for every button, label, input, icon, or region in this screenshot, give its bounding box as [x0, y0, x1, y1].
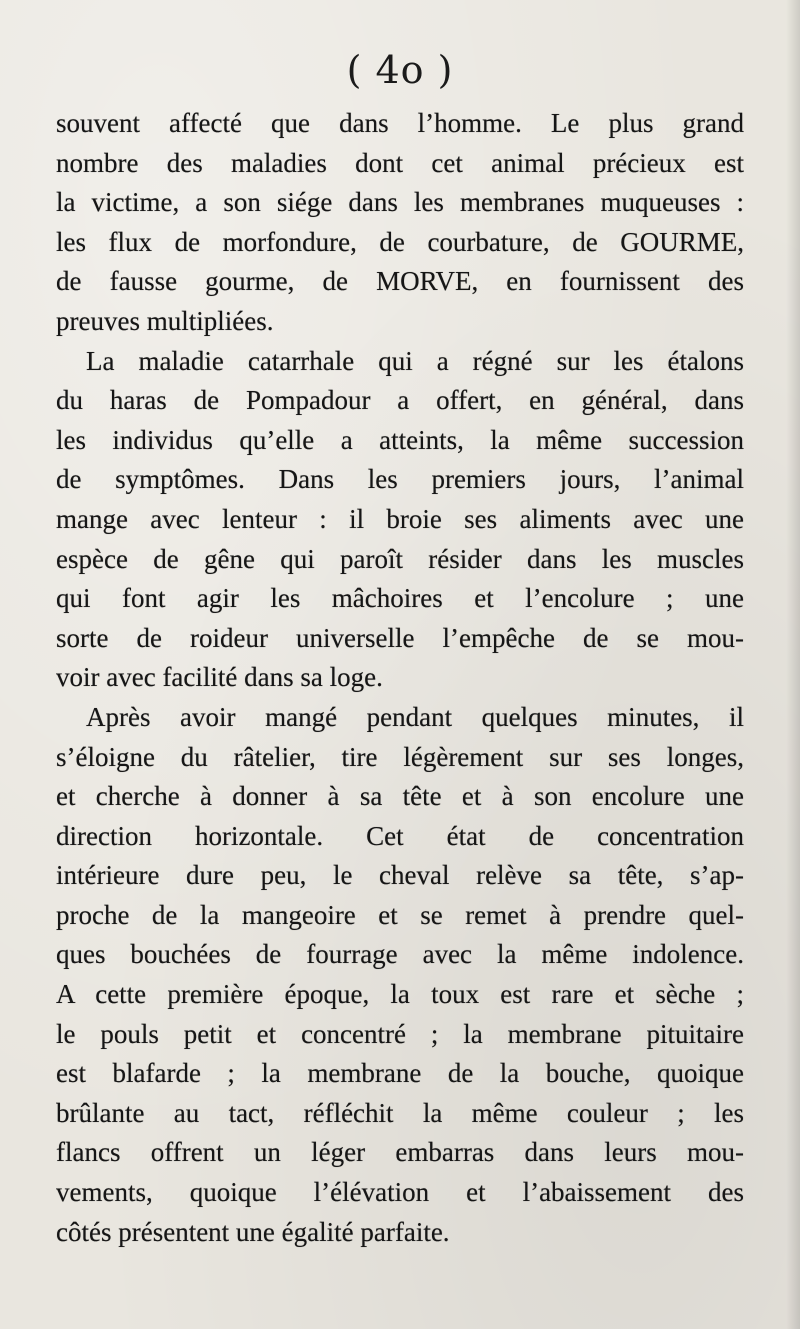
text-line: qui font agir les mâchoires et l’encolure ; une — [56, 583, 744, 614]
text-line: Après avoir mangé pendant quelques minutes, il — [86, 701, 744, 732]
text-line: les individus qu’elle a atteints, la même succession — [56, 424, 744, 455]
text-line: sorte de roideur universelle l’empêche de se mou- — [56, 622, 744, 653]
paragraph-1 — [56, 104, 744, 342]
page-edge-shadow — [786, 0, 800, 1329]
text-line: A cette première époque, la toux est rare et sèche ; — [56, 979, 744, 1010]
text-line: de symptômes. Dans les premiers jours, l’animal — [56, 464, 744, 495]
text-line: souvent affecté que dans l’homme. Le plus grand — [56, 108, 744, 138]
text-line: et cherche à donner à sa tête et à son encolure une — [56, 781, 744, 812]
text-line: brûlante au tact, réfléchit la même couleur ; les — [56, 1097, 744, 1128]
text-line: intérieure dure peu, le cheval relève sa tête, s’ap- — [56, 860, 744, 891]
paragraph-3 — [56, 698, 744, 1252]
text-line: nombre des maladies dont cet animal précieux est — [56, 147, 744, 178]
text-line: mange avec lenteur : il broie ses aliments avec une — [56, 503, 744, 534]
text-line: le pouls petit et concentré ; la membrane pituitaire — [56, 1018, 744, 1049]
text-line: ques bouchées de fourrage avec la même indolence. — [56, 939, 744, 970]
text-line: la victime, a son siége dans les membranes muqueuses : — [56, 187, 744, 218]
text-line: vements, quoique l’élévation et l’abaissement des — [56, 1177, 744, 1208]
text-line: du haras de Pompadour a offert, en général, dans — [56, 385, 744, 416]
text-line: direction horizontale. Cet état de concentration — [56, 820, 744, 851]
text-line: les flux de morfondure, de courbature, de GOURME, — [56, 226, 744, 257]
text-line: espèce de gêne qui paroît résider dans les muscles — [56, 543, 744, 574]
text-line: preuves multipliées. — [56, 305, 274, 336]
page-number: ( 4o ) — [346, 48, 454, 92]
body-text — [56, 104, 744, 1252]
text-line: voir avec facilité dans sa loge. — [56, 662, 383, 693]
text-line: est blafarde ; la membrane de la bouche, quoique — [56, 1058, 744, 1089]
text-line: côtés présentent une égalité parfaite. — [56, 1216, 450, 1247]
text-line: s’éloigne du râtelier, tire légèrement sur ses longes, — [56, 741, 744, 772]
paragraph-2 — [56, 342, 744, 698]
text-line: de fausse gourme, de MORVE, en fournissent des — [56, 266, 744, 297]
text-line: flancs offrent un léger embarras dans leurs mou- — [56, 1137, 744, 1168]
text-line: La maladie catarrhale qui a régné sur les étalons — [86, 345, 744, 376]
text-line: proche de la mangeoire et se remet à prendre quel- — [56, 899, 744, 930]
